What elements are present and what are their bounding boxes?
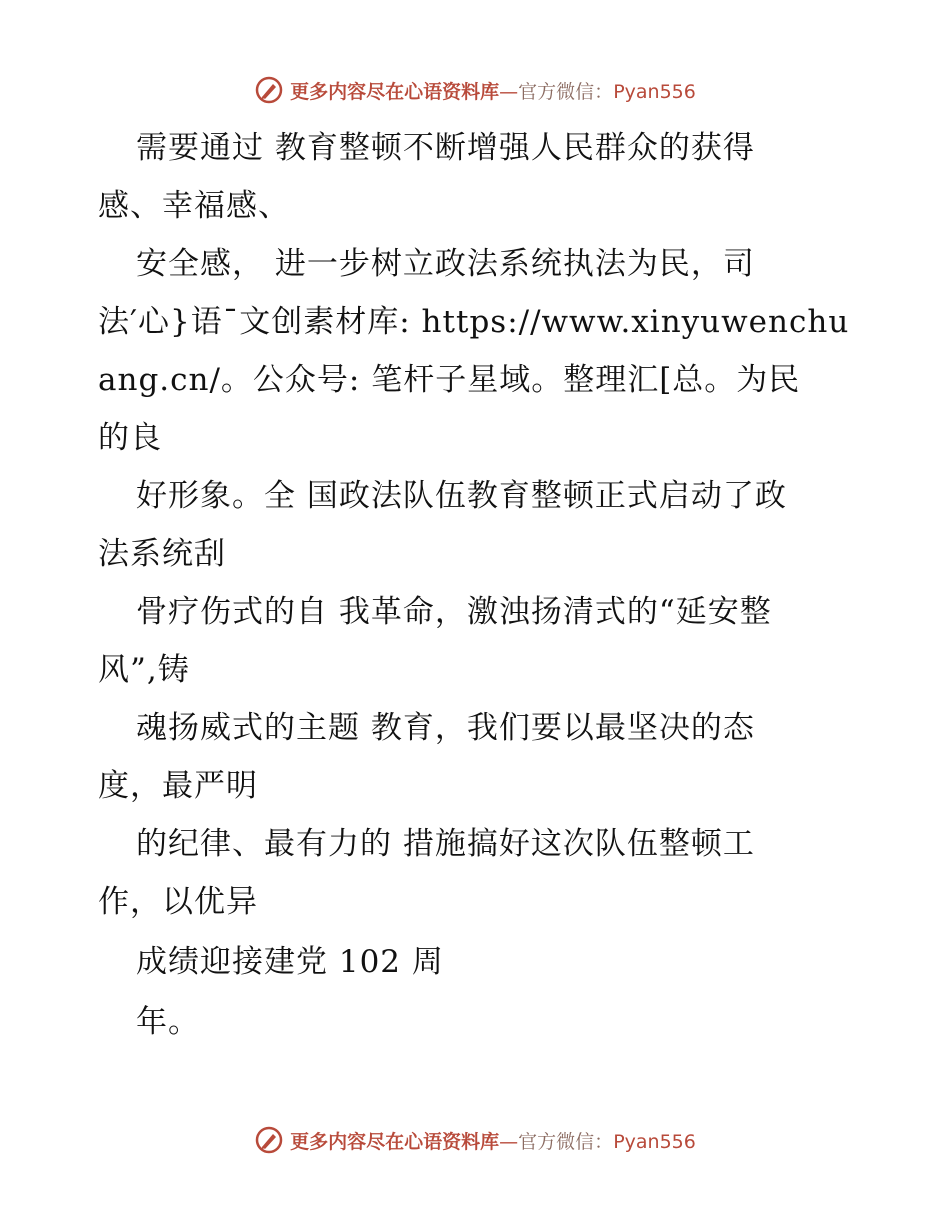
text-line: 法′心}语¯文创素材库: https://www.xinyuwenchu	[98, 304, 850, 340]
text-line: 的良	[98, 420, 162, 456]
text-line: 作，以优异	[98, 884, 258, 920]
text-line: 年。	[136, 1004, 200, 1040]
text-line: 需要通过 教育整顿不断增强人民群众的获得	[136, 130, 755, 166]
text-line: ang.cn/。公众号: 笔杆子星域。整理汇[总。为民	[98, 362, 801, 398]
text-line: 成绩迎接建党 102 周	[136, 944, 444, 980]
text-line: 好形象。全 国政法队伍教育整顿正式启动了政	[136, 478, 787, 514]
text-line: 魂扬威式的主题 教育，我们要以最坚决的态	[136, 710, 755, 746]
text-line: 安全感， 进一步树立政法系统执法为民，司	[136, 246, 755, 282]
text-line: 骨疗伤式的自 我革命，激浊扬清式的“延安整	[136, 594, 772, 630]
banner-sub: 官方微信：	[518, 80, 614, 103]
banner-wechat-id: Pyan556	[613, 80, 696, 103]
banner-main: 更多内容尽在心语资料库	[290, 1130, 500, 1153]
banner-sub: 官方微信：	[518, 1130, 614, 1153]
text-line: 的纪律、最有力的 措施搞好这次队伍整顿工	[136, 826, 755, 862]
banner-wechat-id: Pyan556	[613, 1130, 696, 1153]
banner-dash: —	[499, 1130, 519, 1153]
text-line: 风”,铸	[98, 652, 190, 688]
text-line: 感、幸福感、	[98, 188, 290, 224]
pen-logo-icon	[254, 1125, 284, 1155]
banner-dash: —	[499, 80, 519, 103]
banner-text	[290, 1127, 696, 1154]
banner-main: 更多内容尽在心语资料库	[290, 80, 500, 103]
text-line: 法系统刮	[98, 536, 226, 572]
footer-banner	[0, 1120, 950, 1160]
text-line: 度，最严明	[98, 768, 258, 804]
